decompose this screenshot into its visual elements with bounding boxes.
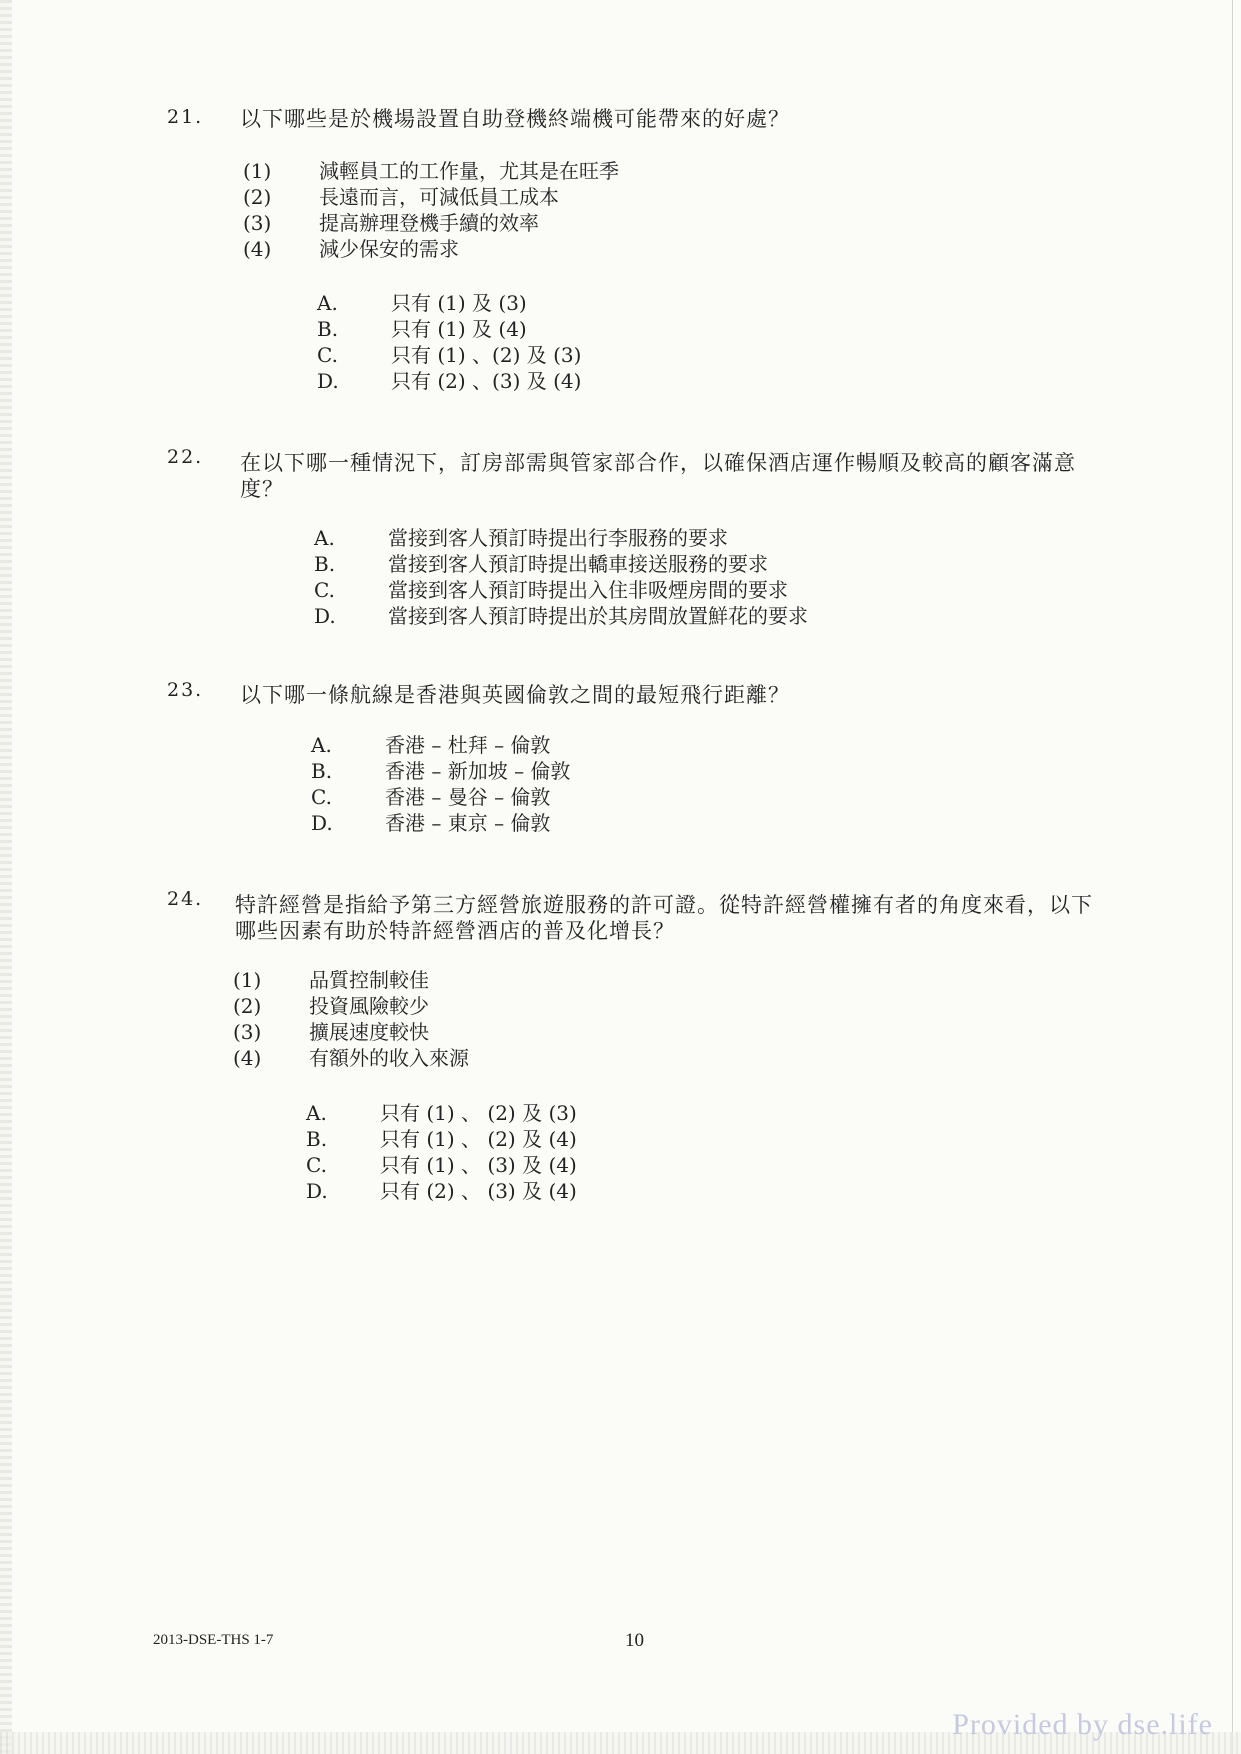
option-a: A. 香港 – 杜拜 – 倫敦 [311, 733, 551, 757]
paper-code: 2013-DSE-THS 1-7 [153, 1632, 274, 1648]
statement: (1) 品質控制較佳 [233, 968, 429, 992]
question-number: 23. [167, 679, 204, 701]
statement: (4) 減少保安的需求 [243, 237, 459, 261]
option-c: C. 香港 – 曼谷 – 倫敦 [311, 785, 551, 809]
page-number: 10 [625, 1630, 644, 1651]
statement: (4) 有額外的收入來源 [233, 1046, 469, 1070]
question-text [240, 450, 1140, 502]
scan-right-edge [1232, 0, 1233, 1754]
question-text [235, 892, 1135, 944]
statement: (1) 減輕員工的工作量，尤其是在旺季 [243, 159, 619, 183]
option-d: D. 只有 (2) 、(3) 及 (4) [317, 369, 582, 393]
option-c: C. 只有 (1) 、(2) 及 (3) [317, 343, 582, 367]
option-b: B. 只有 (1) 、 (2) 及 (4) [306, 1127, 577, 1151]
statement: (3) 提高辦理登機手續的效率 [243, 211, 539, 235]
question-text-line: 特許經營是指給予第三方經營旅遊服務的許可證。從特許經營權擁有者的角度來看，以下 [235, 893, 1093, 917]
option-d: D. 香港 – 東京 – 倫敦 [311, 811, 551, 835]
option-a: A. 當接到客人預訂時提出行李服務的要求 [314, 526, 728, 550]
option-d: D. 當接到客人預訂時提出於其房間放置鮮花的要求 [314, 604, 808, 628]
watermark-text: Provided by dse.life [952, 1708, 1213, 1741]
option-b: B. 香港 – 新加坡 – 倫敦 [311, 759, 571, 783]
question-text: 以下哪些是於機場設置自助登機終端機可能帶來的好處？ [240, 107, 790, 131]
question-number: 21. [167, 106, 204, 128]
option-a: A. 只有 (1) 及 (3) [317, 291, 527, 315]
option-b: B. 當接到客人預訂時提出轎車接送服務的要求 [314, 552, 768, 576]
statement: (2) 長遠而言，可減低員工成本 [243, 185, 559, 209]
statement: (3) 擴展速度較快 [233, 1020, 429, 1044]
question-text: 以下哪一條航線是香港與英國倫敦之間的最短飛行距離？ [240, 683, 790, 707]
option-c: C. 只有 (1) 、 (3) 及 (4) [306, 1153, 577, 1177]
option-d: D. 只有 (2) 、 (3) 及 (4) [306, 1179, 577, 1203]
question-text-line: 在以下哪一種情況下，訂房部需與管家部合作，以確保酒店運作暢順及較高的顧客滿意 [240, 451, 1076, 475]
option-c: C. 當接到客人預訂時提出入住非吸煙房間的要求 [314, 578, 788, 602]
option-a: A. 只有 (1) 、 (2) 及 (3) [306, 1101, 577, 1125]
question-number: 22. [167, 446, 204, 468]
statement: (2) 投資風險較少 [233, 994, 429, 1018]
scan-edge-noise [0, 0, 12, 1754]
question-text-line: 度？ [240, 477, 284, 501]
question-text-line: 哪些因素有助於特許經營酒店的普及化增長？ [235, 919, 675, 943]
question-number: 24. [167, 888, 204, 910]
option-b: B. 只有 (1) 及 (4) [317, 317, 527, 341]
